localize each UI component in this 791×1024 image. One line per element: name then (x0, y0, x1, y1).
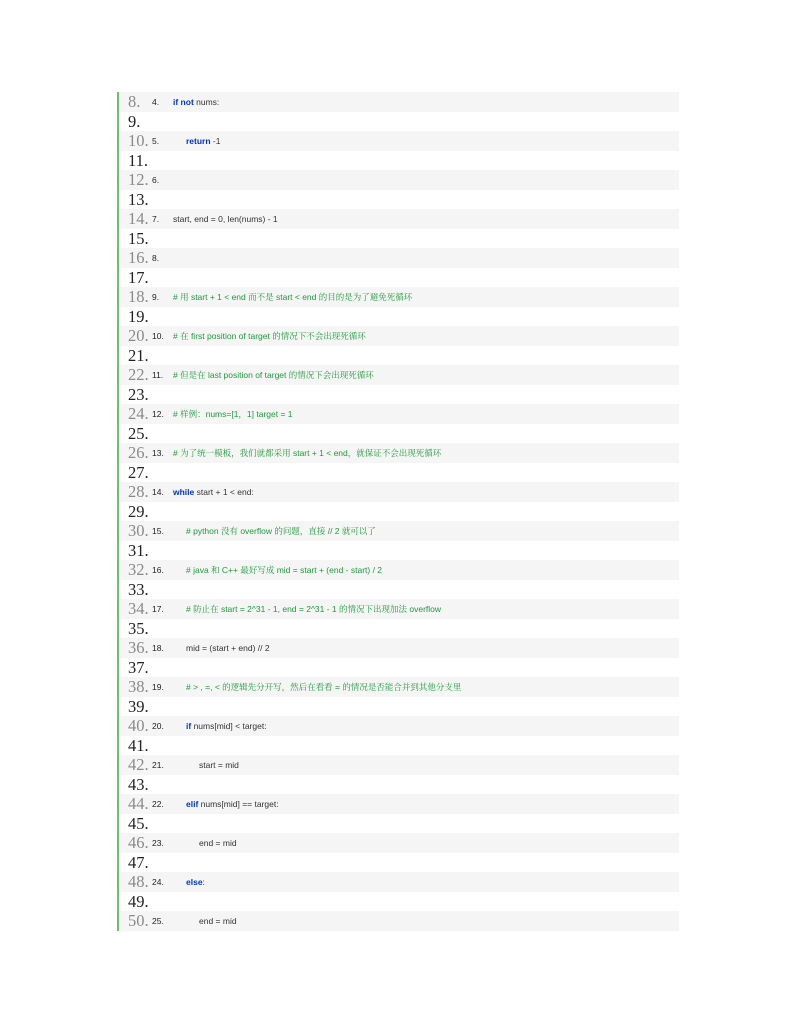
outer-line-number: 20. (128, 326, 149, 345)
blank-line (119, 190, 679, 210)
inner-line-number: 6. (152, 175, 160, 185)
code-line (119, 170, 679, 190)
code-keyword: if not (173, 97, 194, 107)
inner-line-number: 4. (152, 97, 160, 107)
outer-line-number: 33. (128, 579, 149, 599)
code-content: # 在 first position of target 的情况下不会出现死循环 (173, 331, 366, 341)
code-text (173, 210, 278, 230)
outer-line-number: 41. (128, 735, 149, 755)
blank-line (119, 619, 679, 639)
outer-line-number: 31. (128, 540, 149, 560)
inner-line-number: 24. (152, 877, 164, 887)
inner-line-number: 16. (152, 565, 164, 575)
code-keyword: while (173, 487, 195, 497)
code-content: mid = (start + end) // 2 (186, 643, 270, 653)
outer-line-number: 19. (128, 306, 149, 326)
blank-line (119, 736, 679, 756)
code-content: nums[mid] == target: (198, 799, 279, 809)
code-content: # python 没有 overflow 的问题，直接 // 2 就可以了 (186, 526, 376, 536)
code-keyword: else (186, 877, 203, 887)
code-line (119, 287, 679, 307)
outer-line-number: 40. (128, 716, 149, 735)
outer-line-number: 10. (128, 131, 149, 150)
inner-line-number: 9. (152, 292, 160, 302)
code-line (119, 599, 679, 619)
code-comment (173, 405, 293, 425)
code-line (119, 677, 679, 697)
code-line (119, 755, 679, 775)
outer-line-number: 38. (128, 677, 149, 696)
code-content: # java 和 C++ 最好写成 mid = start + (end - start) / 2 (186, 565, 383, 575)
code-line (119, 716, 679, 736)
code-content: nums: (193, 97, 220, 107)
code-content: start + 1 < end: (194, 487, 254, 497)
code-content: -1 (210, 136, 221, 146)
outer-line-number: 39. (128, 696, 149, 716)
outer-line-number: 42. (128, 755, 149, 774)
code-comment (173, 327, 366, 347)
outer-line-number: 11. (128, 150, 149, 170)
inner-line-number: 21. (152, 760, 164, 770)
code-content: start = mid (199, 760, 239, 770)
outer-line-number: 24. (128, 404, 149, 423)
inner-line-number: 25. (152, 916, 164, 926)
outer-line-number: 23. (128, 384, 149, 404)
code-comment (173, 288, 412, 308)
inner-line-number: 11. (152, 370, 164, 380)
code-content: # 为了统一模板，我们就都采用 start + 1 < end，就保证不会出现死循环 (173, 448, 442, 458)
code-content: start, end = 0, len(nums) - 1 (173, 214, 278, 224)
outer-line-number: 48. (128, 872, 149, 891)
outer-line-number: 43. (128, 774, 149, 794)
outer-line-number: 8. (128, 92, 141, 111)
inner-line-number: 10. (152, 331, 164, 341)
blank-line (119, 658, 679, 678)
inner-line-number: 23. (152, 838, 164, 848)
outer-line-number: 36. (128, 638, 149, 657)
outer-line-number: 15. (128, 228, 149, 248)
code-text (186, 873, 205, 893)
inner-line-number: 22. (152, 799, 164, 809)
inner-line-number: 12. (152, 409, 164, 419)
blank-line (119, 385, 679, 405)
code-text (173, 483, 254, 503)
outer-line-number: 18. (128, 287, 149, 306)
outer-line-number: 25. (128, 423, 149, 443)
code-content: : (202, 877, 205, 887)
code-listing (117, 92, 679, 931)
code-line (119, 521, 679, 541)
blank-line (119, 541, 679, 561)
outer-line-number: 22. (128, 365, 149, 384)
blank-line (119, 463, 679, 483)
outer-line-number: 35. (128, 618, 149, 638)
code-line (119, 794, 679, 814)
outer-line-number: 26. (128, 443, 149, 462)
code-content: # > , =, < 的逻辑先分开写，然后在看看 = 的情况是否能合并到其他分支里 (186, 682, 462, 692)
outer-line-number: 44. (128, 794, 149, 813)
code-keyword: elif (186, 799, 199, 809)
code-text (186, 795, 279, 815)
inner-line-number: 5. (152, 136, 160, 146)
code-content: end = mid (199, 838, 237, 848)
code-line (119, 443, 679, 463)
inner-line-number: 20. (152, 721, 164, 731)
blank-line (119, 697, 679, 717)
inner-line-number: 7. (152, 214, 160, 224)
blank-line (119, 853, 679, 873)
code-line (119, 209, 679, 229)
blank-line (119, 268, 679, 288)
outer-line-number: 14. (128, 209, 149, 228)
blank-line (119, 502, 679, 522)
code-text (199, 912, 237, 932)
inner-line-number: 15. (152, 526, 164, 536)
code-content: # 样例：nums=[1，1] target = 1 (173, 409, 293, 419)
outer-line-number: 49. (128, 891, 149, 911)
outer-line-number: 27. (128, 462, 149, 482)
outer-line-number: 30. (128, 521, 149, 540)
code-comment (173, 366, 374, 386)
blank-line (119, 307, 679, 327)
inner-line-number: 17. (152, 604, 164, 614)
blank-line (119, 814, 679, 834)
blank-line (119, 151, 679, 171)
code-line (119, 482, 679, 502)
code-text (173, 93, 219, 113)
outer-line-number: 9. (128, 111, 141, 131)
outer-line-number: 29. (128, 501, 149, 521)
outer-line-number: 12. (128, 170, 149, 189)
outer-line-number: 46. (128, 833, 149, 852)
code-line (119, 365, 679, 385)
code-line (119, 833, 679, 853)
blank-line (119, 112, 679, 132)
outer-line-number: 37. (128, 657, 149, 677)
outer-line-number: 21. (128, 345, 149, 365)
code-content: # 用 start + 1 < end 而不是 start < end 的目的是为了避免死循环 (173, 292, 413, 302)
inner-line-number: 14. (152, 487, 164, 497)
blank-line (119, 346, 679, 366)
outer-line-number: 13. (128, 189, 149, 209)
inner-line-number: 13. (152, 448, 164, 458)
code-content: end = mid (199, 916, 237, 926)
code-line (119, 326, 679, 346)
code-line (119, 911, 679, 931)
code-line (119, 560, 679, 580)
outer-line-number: 34. (128, 599, 149, 618)
code-text (199, 756, 239, 776)
blank-line (119, 892, 679, 912)
outer-line-number: 17. (128, 267, 149, 287)
code-line (119, 638, 679, 658)
code-keyword: if (186, 721, 192, 731)
inner-line-number: 18. (152, 643, 164, 653)
code-line (119, 131, 679, 151)
code-line (119, 248, 679, 268)
code-keyword: return (186, 136, 211, 146)
code-comment (186, 678, 461, 698)
code-comment (186, 600, 441, 620)
code-content: # 防止在 start = 2^31 - 1, end = 2^31 - 1 的情况下出现加法 overflow (186, 604, 442, 614)
code-line (119, 872, 679, 892)
blank-line (119, 424, 679, 444)
code-comment (173, 444, 441, 464)
outer-line-number: 16. (128, 248, 149, 267)
blank-line (119, 229, 679, 249)
inner-line-number: 8. (152, 253, 160, 263)
outer-line-number: 45. (128, 813, 149, 833)
code-text (186, 132, 220, 152)
code-comment (186, 561, 382, 581)
outer-line-number: 32. (128, 560, 149, 579)
code-text (199, 834, 237, 854)
outer-line-number: 28. (128, 482, 149, 501)
outer-line-number: 50. (128, 911, 149, 930)
blank-line (119, 580, 679, 600)
blank-line (119, 775, 679, 795)
outer-line-number: 47. (128, 852, 149, 872)
inner-line-number: 19. (152, 682, 164, 692)
code-text (186, 717, 267, 737)
code-text (186, 639, 270, 659)
code-line (119, 92, 679, 112)
code-comment (186, 522, 376, 542)
code-content: # 但是在 last position of target 的情况下会出现死循环 (173, 370, 374, 380)
code-line (119, 404, 679, 424)
code-content: nums[mid] < target: (191, 721, 267, 731)
